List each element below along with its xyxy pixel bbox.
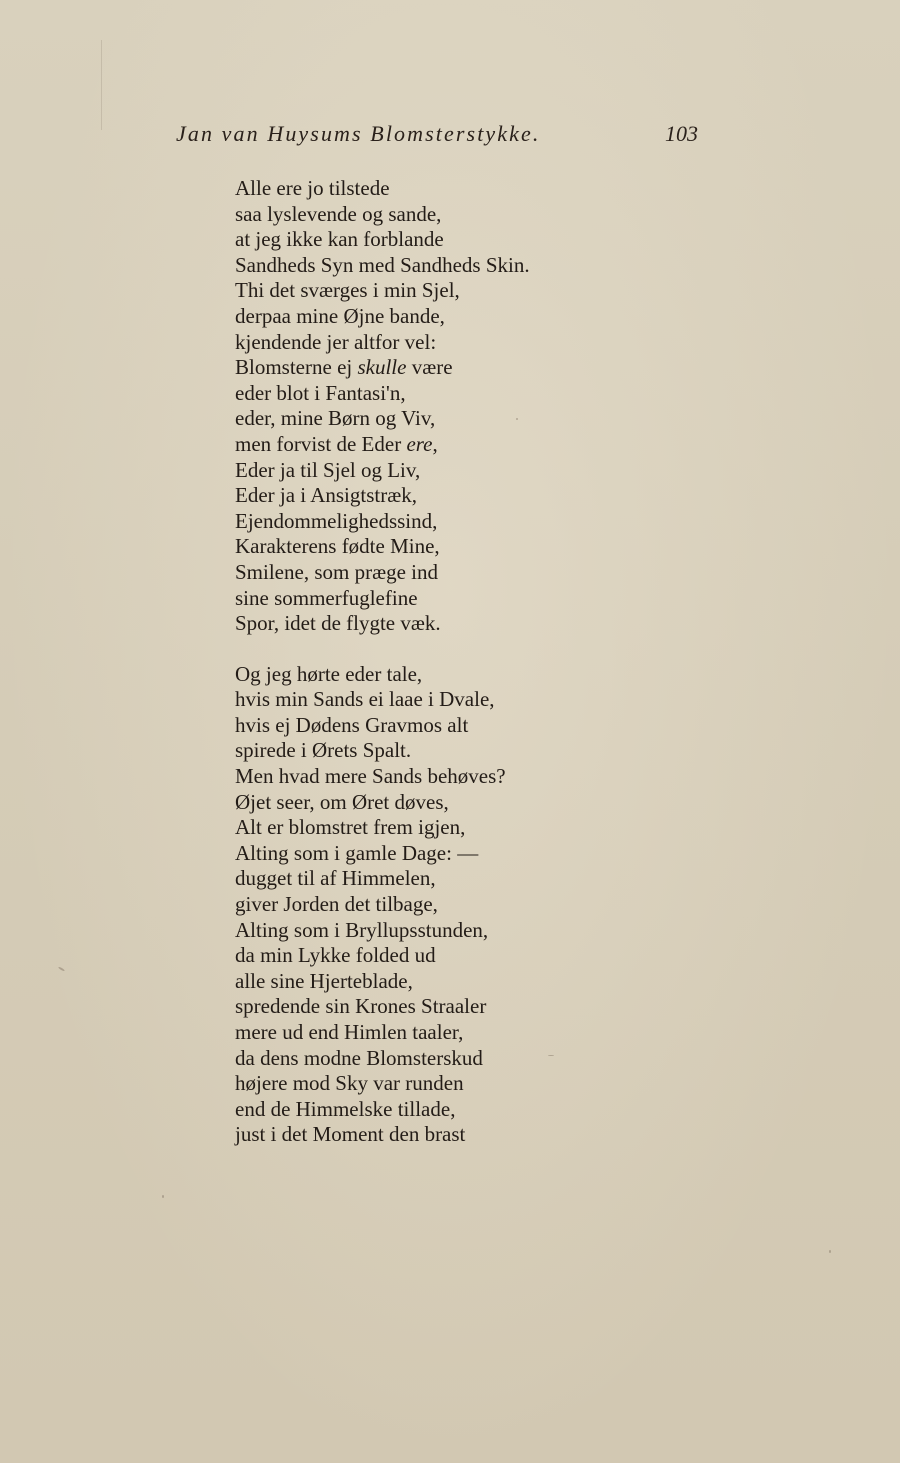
- verse-line: spredende sin Krones Straaler: [235, 994, 487, 1019]
- verse-line: Thi det sværges i min Sjel,: [235, 278, 460, 303]
- verse-line: Alting som i Bryllupsstunden,: [235, 917, 489, 942]
- emphasized-word: ere: [406, 431, 433, 456]
- running-head: [176, 121, 698, 155]
- verse-line: højere mod Sky var runden: [235, 1071, 464, 1096]
- verse-line: Sandheds Syn med Sandheds Skin.: [235, 252, 530, 277]
- verse-line: Eder ja til Sjel og Liv,: [235, 457, 421, 482]
- verse-line: [235, 432, 655, 458]
- verse-line: eder, mine Børn og Viv,: [235, 406, 436, 431]
- verse-line: Eder ja i Ansigtstræk,: [235, 483, 417, 508]
- verse-line: sine sommerfuglefine: [235, 585, 418, 610]
- verse-text: Blomsterne ej: [235, 355, 358, 380]
- verse-line: at jeg ikke kan forblande: [235, 227, 444, 252]
- page-number: 103: [665, 121, 698, 146]
- verse-line: spirede i Ørets Spalt.: [235, 738, 412, 763]
- verse-line: Ejendommelighedssind,: [235, 508, 438, 533]
- paper-speck: [58, 966, 65, 971]
- verse-line: da min Lykke folded ud: [235, 943, 436, 968]
- verse-text: men forvist de Eder: [235, 431, 407, 456]
- verse-line: hvis ej Dødens Gravmos alt: [235, 712, 469, 737]
- emphasized-word: skulle: [357, 355, 407, 380]
- verse-line: Karakterens fødte Mine,: [235, 534, 440, 559]
- verse-text: være: [406, 355, 453, 380]
- verse-line: hvis min Sands ei laae i Dvale,: [235, 687, 495, 712]
- verse-line: Men hvad mere Sands behøves?: [235, 764, 506, 789]
- paper-speck: [829, 1250, 831, 1253]
- paper-speck: [548, 1055, 554, 1056]
- verse-line: Alle ere jo tilstede: [235, 176, 390, 200]
- verse-line: kjendende jer altfor vel:: [235, 329, 437, 354]
- verse-line: Øjet seer, om Øret døves,: [235, 789, 449, 814]
- verse-line: da dens modne Blomsterskud: [235, 1045, 483, 1070]
- verse-line: eder blot i Fantasi'n,: [235, 380, 406, 405]
- verse-line: Smilene, som præge ind: [235, 559, 438, 584]
- stanza-1: [235, 176, 655, 637]
- verse-line: Alting som i gamle Dage: —: [235, 840, 479, 865]
- paper-speck: [162, 1195, 164, 1198]
- verse-line: [235, 355, 655, 381]
- stanza-2: [235, 662, 655, 1148]
- verse-line: Spor, idet de flygte væk.: [235, 611, 441, 636]
- verse-line: Alt er blomstret frem igjen,: [235, 815, 466, 840]
- paper-speck: [101, 40, 102, 130]
- verse-line: alle sine Hjerteblade,: [235, 968, 413, 993]
- running-title: Jan van Huysums Blomsterstykke.: [176, 121, 541, 146]
- verse-line: dugget til af Himmelen,: [235, 866, 436, 891]
- verse-line: saa lyslevende og sande,: [235, 201, 442, 226]
- verse-line: derpaa mine Øjne bande,: [235, 303, 445, 328]
- verse-text: ,: [432, 431, 438, 456]
- poem: [235, 176, 655, 1148]
- verse-line: just i det Moment den brast: [235, 1122, 466, 1147]
- verse-line: giver Jorden det tilbage,: [235, 892, 438, 917]
- verse-line: end de Himmelske tillade,: [235, 1096, 456, 1121]
- verse-line: mere ud end Himlen taaler,: [235, 1020, 464, 1044]
- verse-line: Og jeg hørte eder tale,: [235, 661, 423, 686]
- paper-speck: [516, 418, 518, 420]
